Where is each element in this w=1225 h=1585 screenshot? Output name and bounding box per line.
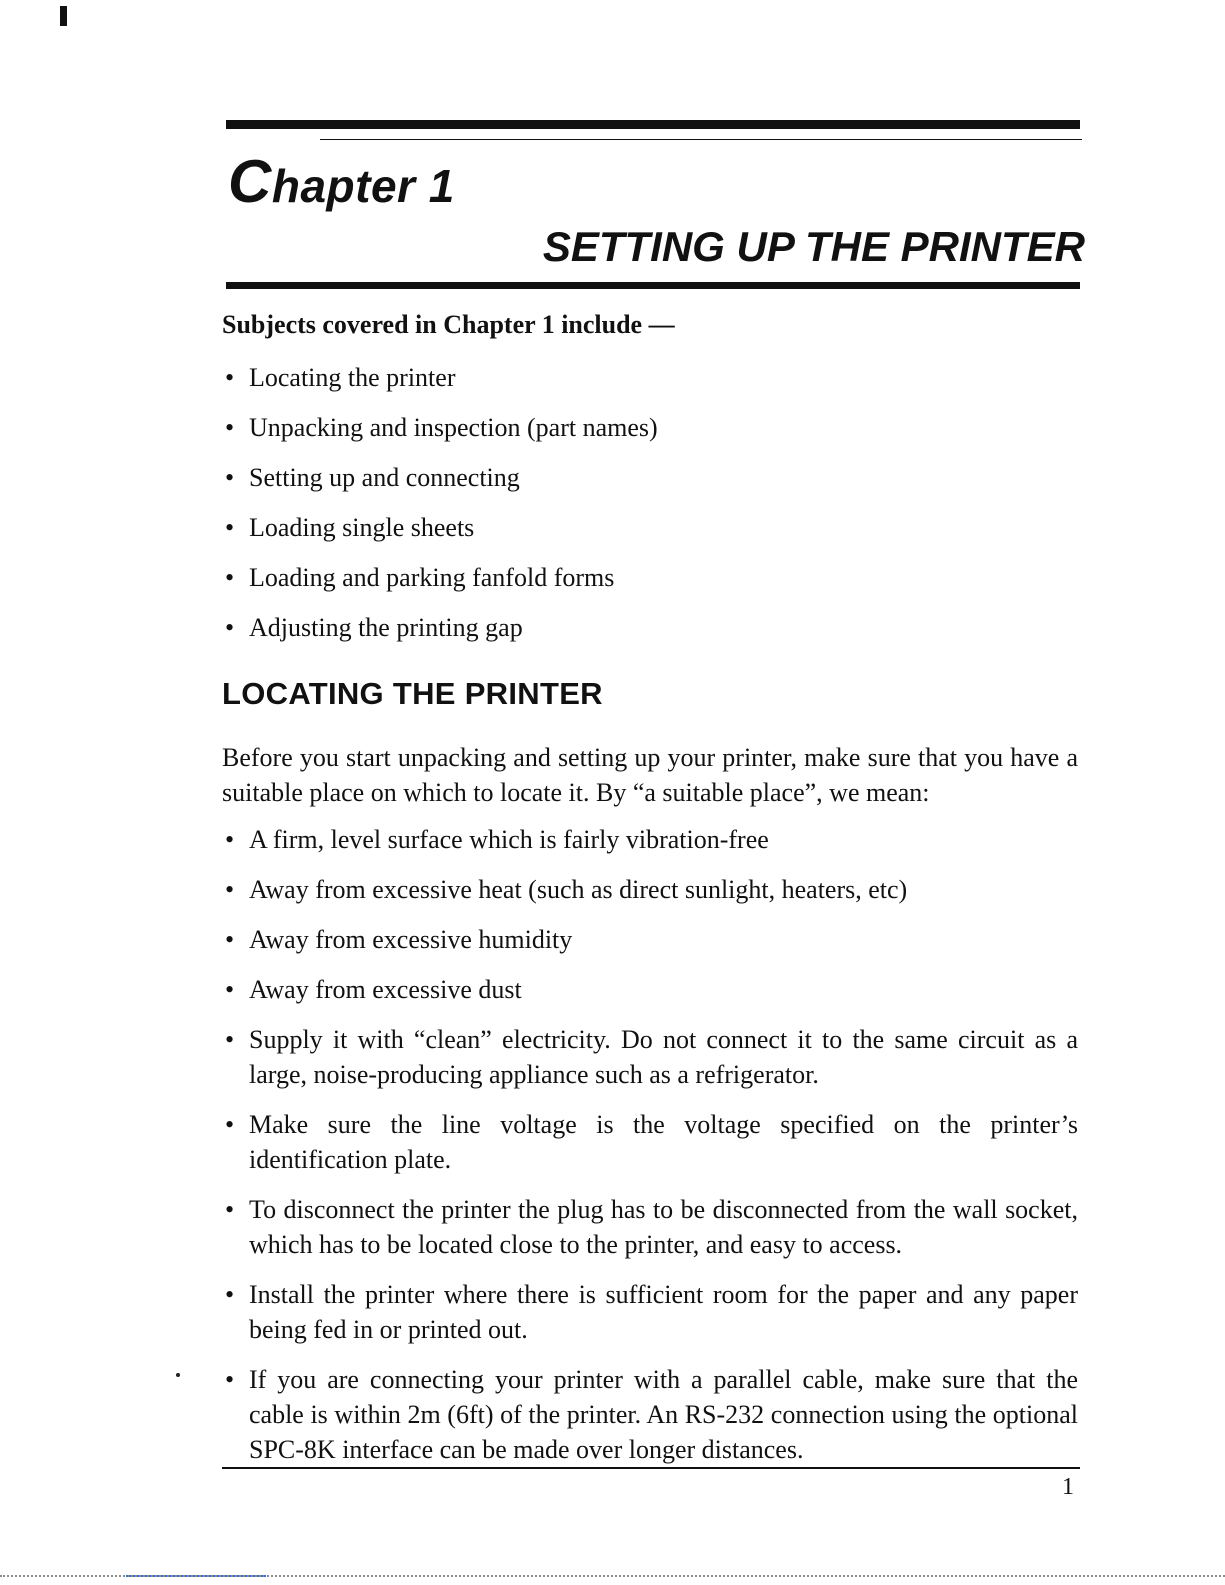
list-item [222,872,1078,907]
list-item-text: Adjusting the printing gap [249,613,523,642]
list-item [222,972,1078,1007]
bullet-glyph: • [225,413,235,442]
list-item [222,360,1082,395]
chapter-label [228,148,455,215]
bullet-glyph: • [225,825,235,854]
chapter-label-rest: hapter 1 [271,160,455,212]
list-item-text: To disconnect the printer the plug has to be disconnected from the wall socket, which has to be located close to the printer, and easy to access. [249,1195,1078,1259]
list-item-text: A firm, level surface which is fairly vibration-free [249,825,769,854]
bullet-glyph: • [225,513,235,542]
list-item [222,822,1078,857]
footer-rule [222,1467,1080,1469]
chapter-title: SETTING UP THE PRINTER [542,223,1085,270]
subjects-intro: Subjects covered in Chapter 1 include — [222,310,675,339]
title-bottom-rule [226,282,1080,289]
list-item [222,610,1082,645]
list-item [222,560,1082,595]
bullet-glyph: • [225,613,235,642]
list-item-text: Make sure the line voltage is the voltage specified on the printer’s identification plate. [249,1110,1078,1174]
top-thin-rule [320,139,1082,140]
bullet-glyph: • [225,363,235,392]
list-item [222,460,1082,495]
scan-corner-mark [60,6,67,26]
bullet-glyph: • [225,1025,235,1054]
list-item-text: Locating the printer [249,363,456,392]
bullet-glyph: • [225,1110,235,1139]
top-thick-rule [226,120,1080,129]
chapter-label-initial: C [228,148,272,215]
list-item-text: Setting up and connecting [249,463,520,492]
list-item-text: Away from excessive dust [249,975,522,1004]
subjects-list [222,360,1082,660]
list-item-text: If you are connecting your printer with a parallel cable, make sure that the cable is within 2m (6ft) of the printer. An RS-232 connection using the optional SPC-8K interface can be made over longer distances. [249,1365,1078,1464]
bullet-glyph: • [225,463,235,492]
list-item [222,1022,1078,1092]
list-item-text: Loading and parking fanfold forms [249,563,615,592]
requirements-list [222,822,1078,1482]
scan-speck [176,1373,180,1377]
list-item [222,510,1082,545]
list-item-text: Unpacking and inspection (part names) [249,413,658,442]
list-item [222,1107,1078,1177]
section-heading: LOCATING THE PRINTER [222,676,603,711]
bullet-glyph: • [225,925,235,954]
bullet-glyph: • [225,1365,235,1394]
list-item-text: Away from excessive humidity [249,925,573,954]
bullet-glyph: • [225,1280,235,1309]
list-item-text: Away from excessive heat (such as direct sunlight, heaters, etc) [249,875,908,904]
bullet-glyph: • [225,975,235,1004]
list-item-text: Install the printer where there is sufficient room for the paper and any paper being fed in or printed out. [249,1280,1078,1344]
bottom-blue-dotted-mark [126,1575,266,1577]
list-item-text: Loading single sheets [249,513,475,542]
bullet-glyph: • [225,563,235,592]
list-item [222,1277,1078,1347]
list-item-text: Supply it with “clean” electricity. Do not connect it to the same circuit as a large, noise-producing appliance such as a refrigerator. [249,1025,1078,1089]
page-number: 1 [1062,1474,1074,1500]
list-item [222,922,1078,957]
section-paragraph: Before you start unpacking and setting up your printer, make sure that you have a suitable place on which to locate it. By “a suitable place”, we mean: [222,743,1078,807]
list-item [222,1192,1078,1262]
bullet-glyph: • [225,1195,235,1224]
bullet-glyph: • [225,875,235,904]
list-item [222,410,1082,445]
list-item [222,1362,1078,1467]
